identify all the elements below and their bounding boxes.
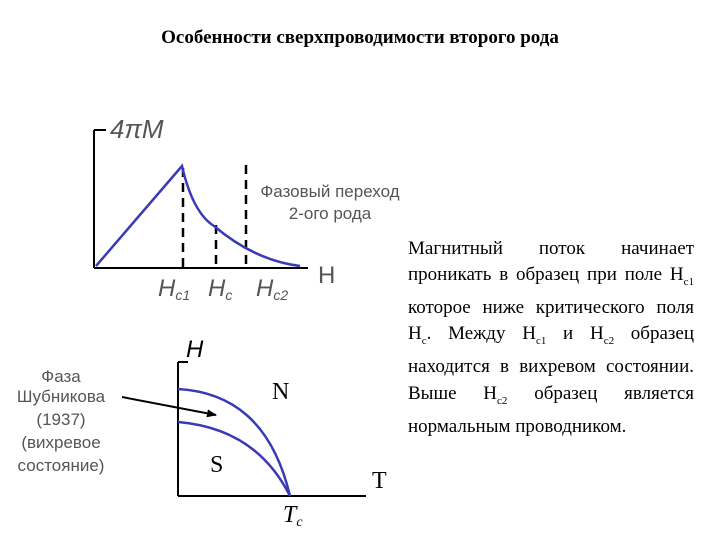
tick-tc: Tc bbox=[283, 502, 303, 530]
magnetization-curve bbox=[96, 166, 300, 266]
tick-hc2: Hc2 bbox=[256, 275, 289, 303]
hc2-curve bbox=[178, 389, 290, 496]
description-subscript: c1 bbox=[683, 276, 694, 288]
description-text: образец является нормальным проводником. bbox=[408, 382, 694, 437]
description-text: образец находится в вихревом состоянии. Выше H bbox=[408, 323, 695, 404]
slide-title: Особенности сверхпроводимости второго рода bbox=[161, 27, 559, 48]
bottom-x-axis-label: T bbox=[372, 468, 387, 494]
phase-diagram bbox=[17, 336, 387, 530]
transition-annotation-line2: 2-ого рода bbox=[288, 204, 372, 223]
description-text: . Между H bbox=[426, 323, 536, 345]
phase-label-line: Шубникова bbox=[16, 387, 106, 406]
tick-hc1: Hc1 bbox=[158, 275, 191, 303]
transition-annotation-line1: Фазовый переход bbox=[260, 182, 400, 201]
phase-label-line: (вихревое bbox=[21, 433, 101, 452]
hc1-curve bbox=[178, 422, 290, 496]
phase-label-line: (1937) bbox=[36, 410, 86, 429]
description-text: Магнитный поток начинает проникать в образец при поле H bbox=[408, 238, 694, 286]
bottom-y-axis-label: H bbox=[186, 336, 204, 363]
region-super-label: S bbox=[210, 452, 224, 478]
phase-pointer-arrow bbox=[122, 397, 216, 415]
description-subscript: c1 bbox=[535, 335, 547, 348]
phase-label-line: Фаза bbox=[41, 367, 81, 386]
top-x-axis-label: H bbox=[318, 262, 336, 289]
description-subscript: c bbox=[421, 335, 427, 348]
region-normal-label: N bbox=[272, 379, 290, 405]
shubnikov-phase-label bbox=[17, 367, 106, 475]
description-paragraph bbox=[408, 236, 694, 440]
phase-label-line: состояние) bbox=[17, 456, 105, 475]
description-text: которое ниже критического поля H bbox=[408, 297, 694, 345]
top-y-axis-label: 4πM bbox=[110, 114, 164, 144]
description-text: и H bbox=[546, 323, 604, 345]
tick-hc: Hc bbox=[208, 275, 233, 303]
description-subscript: c2 bbox=[603, 335, 615, 348]
magnetization-graph bbox=[94, 114, 400, 303]
description-subscript: c2 bbox=[497, 394, 508, 407]
